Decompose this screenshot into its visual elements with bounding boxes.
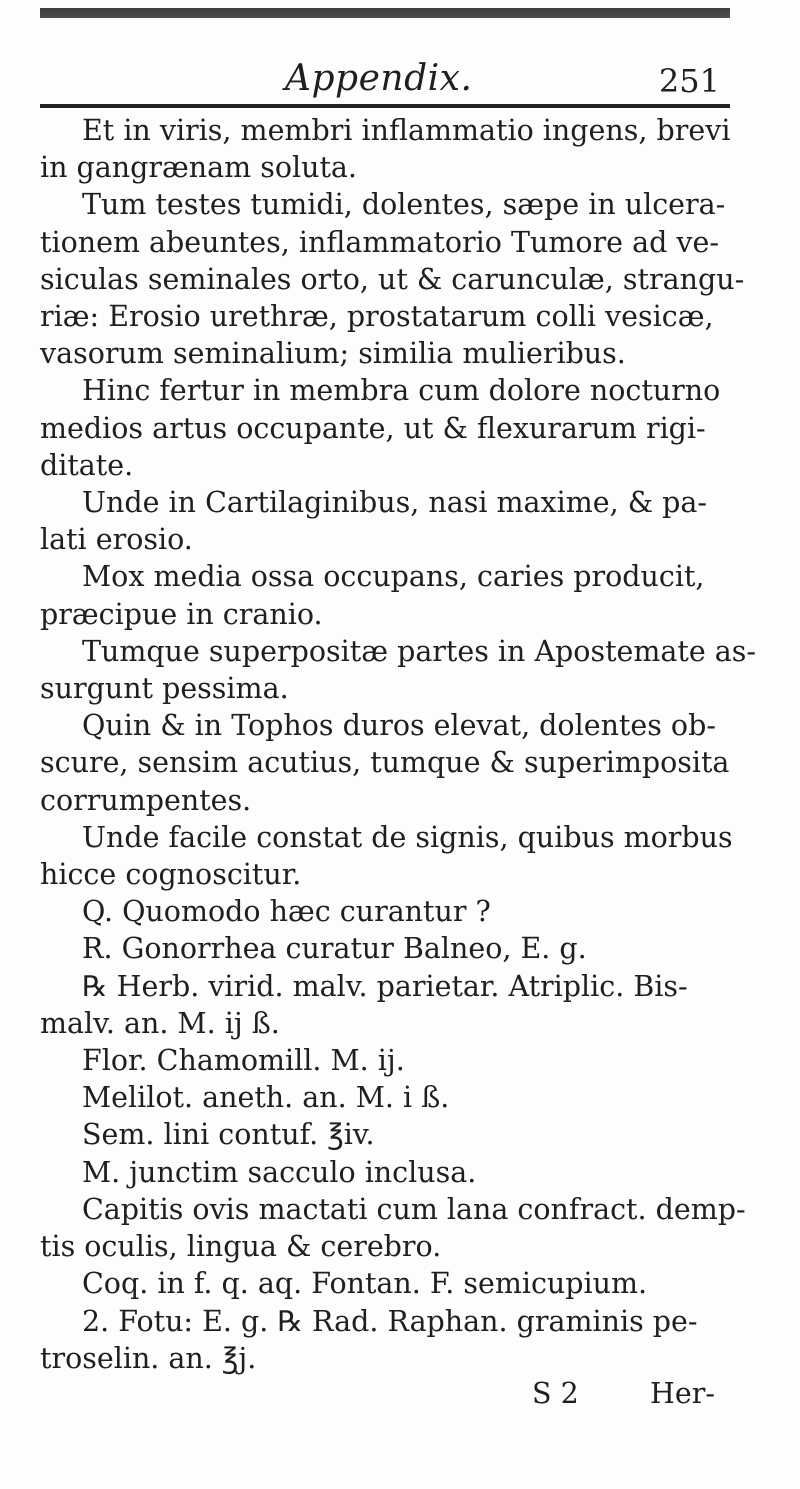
- answer-line: R. Gonorrhea curatur Balneo, E. g.: [82, 932, 587, 966]
- recipe-line: Flor. Chamomill. M. ij.: [82, 1044, 405, 1078]
- paragraph: Coq. in f. q. aq. Fontan. F. semicupium.: [82, 1267, 648, 1301]
- recipe-line: M. junctim sacculo inclusa.: [82, 1155, 477, 1189]
- recipe-line: Sem. lini contuf. ℥iv.: [82, 1118, 375, 1152]
- catchword: Her-: [650, 1377, 715, 1410]
- running-head: Appendix.: [285, 58, 473, 99]
- recipe-line: ℞ Herb. virid. malv. parietar. Atriplic. Bis- malv. an. M. ij ß.: [40, 969, 688, 1040]
- question-line: Q. Quomodo hæc curantur ?: [82, 895, 491, 929]
- recipe-line: Melilot. aneth. an. M. i ß.: [82, 1081, 450, 1115]
- paragraph: Et in viris, membri inflammatio ingens, brevi in gangrænam soluta.: [40, 114, 731, 185]
- signature-mark: S 2: [532, 1377, 579, 1410]
- paragraph: Mox media ossa occupans, caries producit, præcipue in cranio.: [40, 560, 705, 631]
- body-text: [40, 112, 760, 1377]
- paragraph: 2. Fotu: E. g. ℞ Rad. Raphan. graminis pe- troselin. an. ℥j.: [40, 1304, 698, 1375]
- paragraph: Unde facile constat de signis, quibus morbus hicce cognoscitur.: [40, 820, 733, 892]
- page-header: [40, 58, 730, 106]
- paragraph: Tumque superpositæ partes in Apostemate as- surgunt pessima.: [40, 634, 757, 706]
- paragraph: Hinc fertur in membra cum dolore nocturno medios artus occupante, ut & flexurarum rigi- ditate.: [40, 374, 721, 482]
- page-number: 251: [658, 62, 720, 100]
- header-rule: [40, 104, 730, 108]
- paragraph: Capitis ovis mactati cum lana confract. demp- tis oculis, lingua & cerebro.: [40, 1192, 746, 1264]
- top-decorative-rule: [40, 8, 730, 18]
- page-footer: [40, 1377, 760, 1417]
- paragraph: Quin & in Tophos duros elevat, dolentes ob- scure, sensim acutius, tumque & superimposita corrumpentes.: [40, 709, 730, 817]
- paragraph: Tum testes tumidi, dolentes, sæpe in ulcera- tionem abeuntes, inflammatorio Tumore ad ve- siculas seminales orto, ut & carunculæ, strangu- riæ: Erosio urethræ, prostatarum colli vesicæ, vasorum seminalium; similia mulieribus.: [40, 188, 745, 371]
- paragraph: Unde in Cartilaginibus, nasi maxime, & pa- lati erosio.: [40, 486, 707, 557]
